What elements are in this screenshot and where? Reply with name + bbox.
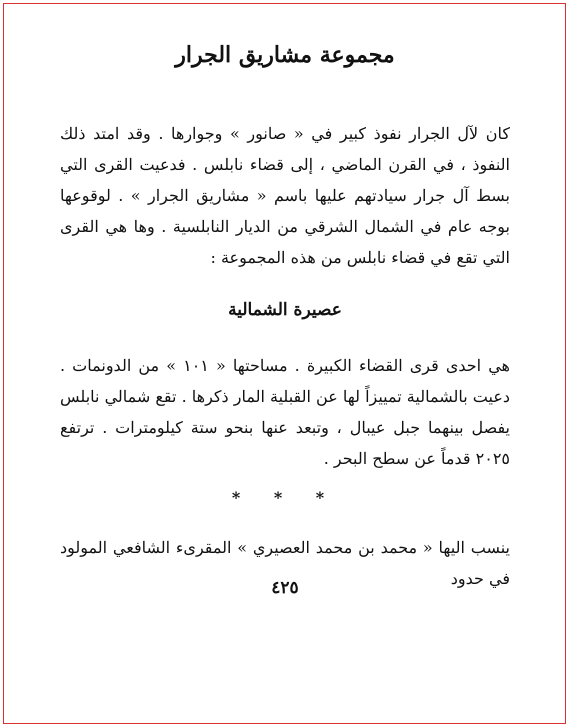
intro-paragraph: كان لآل الجرار نفوذ كبير في « صانور » وجوارها . وقد امتد ذلك النفوذ ، في القرن الماضي ، إلى قضاء نابلس . فدعيت القرى التي بسط آل جرار سيادتهم عليها باسم « مشاريق الجرار » . لوقوعها بوجه عام في الشمال الشرقي من الديار النابلسية . وها هي القرى التي تقع في قضاء نابلس من هذه المجموعة : (60, 124, 510, 267)
closing-line: ينسب اليها « محمد بن محمد العصيري » المقرىء الشافعي المولود في حدود (60, 538, 510, 588)
document-page (60, 0, 510, 728)
page-title: مجموعة مشاريق الجرار (175, 42, 395, 68)
section-heading: عصيرة الشمالية (228, 300, 342, 320)
section-paragraph: هي احدى قرى القضاء الكبيرة . مساحتها « ١٠١ » من الدونمات . دعيت بالشمالية تمييزاً لها عن القبلية المار ذكرها . تقع شمالي نابلس يفصل بينهما جبل عيبال ، وتبعد عنها بنحو ستة كيلومترات . ترتفع ٢٠٢٥ قدماً عن سطح البحر . (60, 356, 511, 468)
page-number: ٤٢٥ (271, 578, 299, 598)
section-separator: * * * (231, 488, 339, 507)
